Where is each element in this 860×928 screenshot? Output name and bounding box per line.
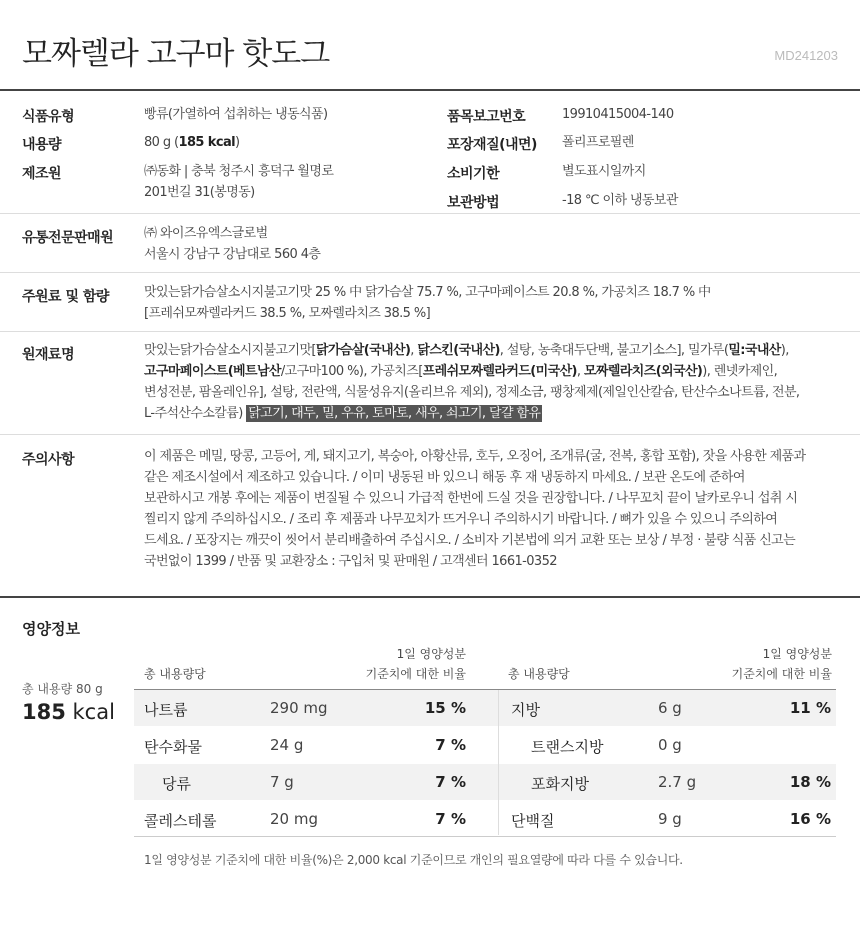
nutrient-name: 지방 xyxy=(511,701,540,719)
nutrient-name: 트랜스지방 xyxy=(531,738,604,756)
pack-value: 폴리프로필렌 xyxy=(562,135,634,150)
pack-label: 포장재질(내면) xyxy=(447,137,537,153)
nutrient-percent: 15 % xyxy=(424,699,466,717)
distributor-label: 유통전문판매원 xyxy=(22,230,114,246)
nutrient-percent: 7 % xyxy=(435,736,466,754)
divider xyxy=(0,434,860,435)
report-value: 19910415004-140 xyxy=(562,107,674,122)
ingredients-line-4: L-주석산수소칼륨) 닭고기, 대두, 밀, 우유, 토마토, 새우, 쇠고기, 달걀 함유 xyxy=(144,406,541,421)
table-row xyxy=(499,764,836,800)
caution-line: 이 제품은 메밀, 땅콩, 고등어, 게, 돼지고기, 복숭아, 아황산류, 호두, 오징어, 조개류(굴, 전복, 홍합 포함), 잣을 사용한 제품과 xyxy=(144,449,806,464)
main-ingredients-label: 주원료 및 함량 xyxy=(22,289,109,305)
nutrient-percent: 16 % xyxy=(789,810,831,828)
ingredients-line-2: 고구마페이스트(베트남산/고구마100 %), 가공치즈[프레쉬모짜렐라커드(미국산), 모짜렐라치즈(외국산)), 렌넷카제인, xyxy=(144,364,778,379)
nutrient-amount: 290 mg xyxy=(270,699,328,717)
nutrition-kcal xyxy=(22,700,115,724)
nutrition-total: 총 내용량 80 g xyxy=(22,682,103,696)
pct-head-line-1: 1일 영양성분 xyxy=(762,647,832,661)
nutrient-percent: 11 % xyxy=(789,699,831,717)
nutrient-name: 포화지방 xyxy=(531,775,589,793)
table-bottom-line xyxy=(134,836,836,837)
maker-line-1: ㈜동화 | 충북 청주시 흥덕구 월명로 xyxy=(144,164,334,179)
divider xyxy=(0,213,860,214)
table-row xyxy=(134,764,498,800)
nutrient-amount: 24 g xyxy=(270,736,304,754)
nutrient-percent: 18 % xyxy=(789,773,831,791)
table-row xyxy=(499,727,836,763)
nutrient-name: 콜레스테롤 xyxy=(144,812,217,830)
caution-line: 국번없이 1399 / 반품 및 교환장소 : 구입처 및 판매원 / 고객센터 1661-0352 xyxy=(144,554,557,569)
nutrient-name: 탄수화물 xyxy=(144,738,202,756)
right-pct-head xyxy=(696,644,832,684)
distributor-line-2: 서울시 강남구 강남대로 560 4층 xyxy=(144,247,321,262)
pct-head-line-2: 기준치에 대한 비율 xyxy=(731,667,832,681)
nutrient-amount: 2.7 g xyxy=(658,773,697,791)
maker-line-2: 201번길 31(봉명동) xyxy=(144,185,255,200)
volume-weight: 80 g ( xyxy=(144,135,179,150)
expire-label: 소비기한 xyxy=(447,166,500,182)
nutrient-name: 단백질 xyxy=(511,812,555,830)
kcal-value: 185 xyxy=(22,700,66,724)
caution-value xyxy=(144,446,805,572)
ingredients-label: 원재료명 xyxy=(22,347,75,363)
ingredients-value xyxy=(144,340,799,424)
ingredients-line-3: 변성전분, 팜올레인유], 설탕, 전란액, 식물성유지(올리브유 제외), 정제소금, 팽창제제(제일인산칼슘, 탄산수소나트륨, 전분, xyxy=(144,385,800,400)
storage-value: -18 ℃ 이하 냉동보관 xyxy=(562,193,678,208)
header-divider xyxy=(0,89,860,91)
nutrient-name: 당류 xyxy=(162,775,191,793)
product-code: MD241203 xyxy=(774,48,838,63)
volume-label: 내용량 xyxy=(22,137,62,153)
nutrition-title: 영양정보 xyxy=(22,620,80,638)
allergen-badge: 닭고기, 대두, 밀, 우유, 토마토, 새우, 쇠고기, 달걀 함유 xyxy=(248,406,541,421)
left-col-head: 총 내용량당 xyxy=(144,667,206,681)
left-pct-head xyxy=(330,644,466,684)
nutrition-footnote: 1일 영양성분 기준치에 대한 비율(%)은 2,000 kcal 기준이므로 개인의 필요열량에 따라 다를 수 있습니다. xyxy=(144,853,683,867)
distributor-line-1: ㈜ 와이즈유엑스글로벌 xyxy=(144,226,268,241)
caution-label: 주의사항 xyxy=(22,452,75,468)
pct-head-line-1: 1일 영양성분 xyxy=(396,647,466,661)
caution-line: 찔리지 않게 주의하십시오. / 조리 후 제품과 나무꼬치가 뜨거우니 주의하시기 바랍니다. / 뼈가 있을 수 있으니 주의하여 xyxy=(144,512,778,527)
volume-close: ) xyxy=(234,135,240,150)
maker-label: 제조원 xyxy=(22,166,62,182)
ingredients-line-1: 맛있는닭가슴살소시지불고기맛[닭가슴살(국내산), 닭스킨(국내산), 설탕, 농축대두단백, 불고기소스], 밀가루(밀:국내산), xyxy=(144,343,789,358)
main-ingredients-value xyxy=(144,282,711,324)
nutrient-amount: 20 mg xyxy=(270,810,318,828)
main-ingredients-line-1: 맛있는닭가슴살소시지불고기맛 25 % 中 닭가슴살 75.7 %, 고구마페이스트 20.8 %, 가공치즈 18.7 % 中 xyxy=(144,285,711,300)
table-row xyxy=(499,801,836,837)
volume-value xyxy=(144,132,239,153)
report-label: 품목보고번호 xyxy=(447,109,526,125)
table-row xyxy=(134,690,498,726)
table-row xyxy=(499,690,836,726)
nutrient-percent: 7 % xyxy=(435,773,466,791)
caution-line: 같은 제조시설에서 제조하고 있습니다. / 이미 냉동된 바 있으니 해동 후 재 냉동하지 마세요. / 보관 온도에 준하여 xyxy=(144,470,745,485)
section-divider xyxy=(0,596,860,598)
storage-label: 보관방법 xyxy=(447,195,500,211)
product-header xyxy=(0,0,860,90)
type-value: 빵류(가열하여 섭취하는 냉동식품) xyxy=(144,107,328,122)
divider xyxy=(0,331,860,332)
right-col-head: 총 내용량당 xyxy=(508,667,570,681)
nutrient-amount: 9 g xyxy=(658,810,682,828)
nutrient-amount: 7 g xyxy=(270,773,294,791)
divider xyxy=(0,272,860,273)
maker-value xyxy=(144,161,333,203)
distributor-value xyxy=(144,223,320,265)
kcal-unit: kcal xyxy=(65,700,115,724)
nutrient-percent: 7 % xyxy=(435,810,466,828)
product-title: 모짜렐라 고구마 핫도그 xyxy=(22,36,330,72)
type-label: 식품유형 xyxy=(22,109,75,125)
table-column-divider xyxy=(498,690,499,835)
table-row xyxy=(134,727,498,763)
caution-line: 드세요. / 포장지는 깨끗이 씻어서 분리배출하여 주십시오. / 소비자 기본법에 의거 교환 또는 보상 / 부정 · 불량 식품 신고는 xyxy=(144,533,796,548)
expire-value: 별도표시일까지 xyxy=(562,164,646,179)
table-row xyxy=(134,801,498,837)
nutrient-name: 나트륨 xyxy=(144,701,188,719)
caution-line: 보관하시고 개봉 후에는 제품이 변질될 수 있으니 가급적 한번에 드실 것을 권장합니다. / 나무꼬치 끝이 날카로우니 섭취 시 xyxy=(144,491,798,506)
nutrient-amount: 6 g xyxy=(658,699,682,717)
volume-kcal: 185 kcal xyxy=(178,135,235,150)
nutrient-amount: 0 g xyxy=(658,736,682,754)
main-ingredients-line-2: [프레쉬모짜렐라커드 38.5 %, 모짜렐라치즈 38.5 %] xyxy=(144,306,431,321)
pct-head-line-2: 기준치에 대한 비율 xyxy=(365,667,466,681)
